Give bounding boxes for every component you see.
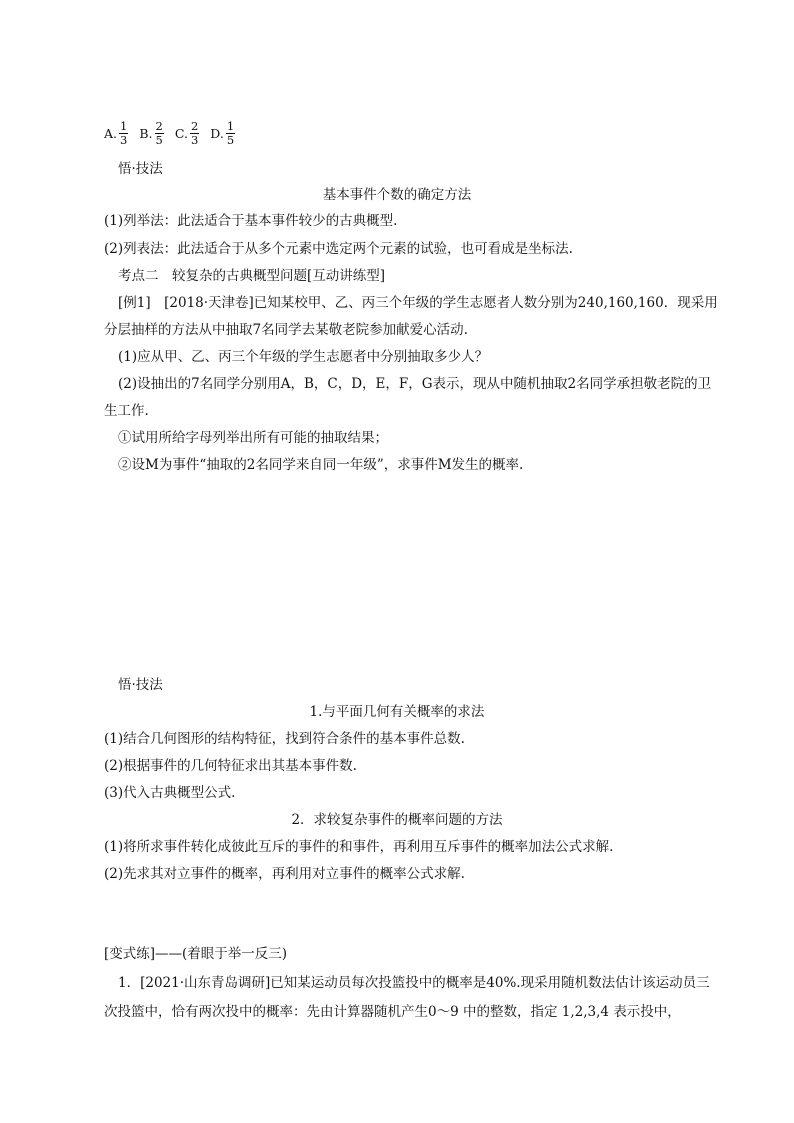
sub-question-2: ②设M为事件“抽取的2名同学来自同一年级”，求事件M发生的概率. (118, 457, 524, 473)
question-2: (2)设抽出的7名同学分别用A，B，C，D，E，F，G表示，现从中随机抽取2名同学承担敬老院的卫 (118, 376, 712, 392)
example-line: [例1] [2018·天津卷]已知某校甲、乙、丙三个年级的学生志愿者人数分别为240,160,160．现采用 (118, 295, 718, 311)
choice-d (210, 120, 236, 147)
fraction (155, 120, 164, 147)
choice-letter: C. (174, 125, 188, 141)
practice-line: 1．[2021·山东青岛调研]已知某运动员每次投篮投中的概率是40%.现采用随机数法估计该运动员三 (118, 975, 710, 991)
denominator: 3 (120, 132, 128, 147)
choice-letter: B. (139, 125, 153, 141)
method-item: (2)列表法：此法适合于从多个元素中选定两个元素的试验，也可看成是坐标法. (104, 241, 573, 257)
choice-a (104, 120, 129, 147)
answer-choices (104, 116, 246, 150)
section-title: 1.与平面几何有关概率的求法 (309, 704, 485, 720)
section-title: 基本事件个数的确定方法 (322, 187, 472, 203)
sub-question-1: ①试用所给字母列举出所有可能的抽取结果； (118, 430, 388, 446)
numerator: 2 (190, 118, 199, 133)
section-heading: 悟·技法 (118, 161, 163, 177)
denominator: 5 (226, 132, 235, 147)
method-item: (1)结合几何图形的结构特征，找到符合条件的基本事件总数. (104, 731, 465, 747)
question-2-cont: 生工作. (104, 403, 149, 419)
numerator: 2 (155, 118, 163, 133)
denominator: 3 (190, 132, 199, 147)
practice-heading: [变式练]——(着眼于举一反三) (104, 946, 288, 962)
fraction (119, 120, 128, 147)
fraction (226, 120, 235, 147)
method-item: (2)根据事件的几何特征求出其基本事件数. (104, 758, 357, 774)
topic-heading: 考点二 较复杂的古典概型问题[互动讲练型] (118, 268, 386, 284)
numerator: 1 (120, 118, 128, 133)
fraction (190, 120, 199, 147)
choice-letter: A. (104, 125, 118, 141)
method-item: (1)将所求事件转化成彼此互斥的事件的和事件，再利用互斥事件的概率加法公式求解. (104, 839, 614, 855)
choice-letter: D. (210, 125, 224, 141)
denominator: 5 (155, 132, 163, 147)
section-heading: 悟·技法 (118, 677, 163, 693)
choice-b (139, 120, 165, 147)
example-line: 分层抽样的方法从中抽取7名同学去某敬老院参加献爱心活动. (104, 322, 468, 338)
method-item: (2)先求其对立事件的概率，再利用对立事件的概率公式求解. (104, 866, 465, 882)
choice-c (175, 120, 200, 147)
numerator: 1 (226, 118, 235, 133)
question-1: (1)应从甲、乙、丙三个年级的学生志愿者中分别抽取多少人？ (118, 349, 489, 365)
practice-line: 次投篮中，恰有两次投中的概率：先由计算器随机产生0～9 中的整数，指定 1,2,3,4 表示投中， (104, 1004, 681, 1020)
section-title: 2．求较复杂事件的概率问题的方法 (291, 812, 503, 828)
method-item: (1)列举法：此法适合于基本事件较少的古典概型. (104, 213, 398, 229)
method-item: (3)代入古典概型公式. (104, 785, 236, 801)
